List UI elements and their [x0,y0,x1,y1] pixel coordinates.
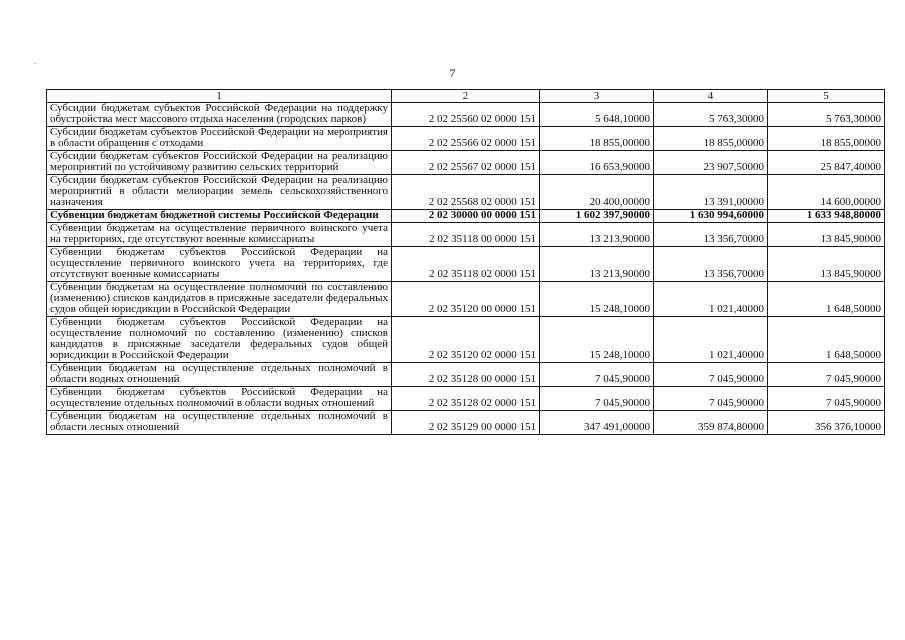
row-value-3: 347 491,00000 [540,411,654,435]
row-value-3: 1 602 397,90000 [540,210,654,223]
row-value-5: 1 633 948,80000 [768,210,885,223]
row-code: 2 02 35120 02 0000 151 [392,317,540,363]
row-value-5: 7 045,90000 [768,387,885,411]
row-value-3: 15 248,10000 [540,282,654,317]
row-code: 2 02 30000 00 0000 151 [392,210,540,223]
row-name: Субвенции бюджетам на осуществление первичного воинского учета на территориях, где отсутствуют военные комиссариаты [47,223,392,247]
row-name: Субсидии бюджетам субъектов Российской Федерации на реализацию мероприятий в области мелиорации земель сельскохозяйственного назначения [47,175,392,210]
table-row [47,282,885,317]
row-value-4: 7 045,90000 [654,363,768,387]
row-name: Субсидии бюджетам субъектов Российской Федерации на поддержку обустройства мест массового отдыха населения (городских парков) [47,103,392,127]
row-value-5: 1 648,50000 [768,317,885,363]
row-name: Субвенции бюджетам на осуществление отдельных полномочий в области лесных отношений [47,411,392,435]
row-value-4: 1 630 994,60000 [654,210,768,223]
row-value-3: 5 648,10000 [540,103,654,127]
row-code: 2 02 25560 02 0000 151 [392,103,540,127]
row-value-3: 13 213,90000 [540,247,654,282]
table-row [47,411,885,435]
stray-mark: . [34,57,36,66]
header-col-3: 3 [540,90,654,103]
row-value-5: 25 847,40000 [768,151,885,175]
table-row [47,151,885,175]
table-row [47,223,885,247]
row-value-5: 1 648,50000 [768,282,885,317]
row-value-4: 13 356,70000 [654,247,768,282]
row-value-3: 16 653,90000 [540,151,654,175]
row-code: 2 02 35128 00 0000 151 [392,363,540,387]
row-value-5: 356 376,10000 [768,411,885,435]
table-row [47,363,885,387]
row-code: 2 02 35128 02 0000 151 [392,387,540,411]
row-value-4: 1 021,40000 [654,317,768,363]
row-value-3: 7 045,90000 [540,363,654,387]
table-row [47,127,885,151]
header-col-2: 2 [392,90,540,103]
budget-table [46,89,885,435]
row-value-3: 18 855,00000 [540,127,654,151]
table-header-row [47,90,885,103]
page-number: 7 [449,66,456,80]
row-name: Субвенции бюджетам на осуществление полномочий по составлению (изменению) списков кандидатов в присяжные заседатели федеральных судов общей юрисдикции в Российской Федерации [47,282,392,317]
row-value-3: 7 045,90000 [540,387,654,411]
header-col-1: 1 [47,90,392,103]
row-value-4: 5 763,30000 [654,103,768,127]
row-code: 2 02 25567 02 0000 151 [392,151,540,175]
row-name: Субвенции бюджетам бюджетной системы Российской Федерации [47,210,392,223]
table-row-total [47,210,885,223]
row-name: Субсидии бюджетам субъектов Российской Федерации на мероприятия в области обращения с отходами [47,127,392,151]
table-row [47,247,885,282]
row-name: Субвенции бюджетам субъектов Российской Федерации на осуществление полномочий по составлению (изменению) списков кандидатов в присяжные заседатели федеральных судов общей юрисдикции в Российской Федерации [47,317,392,363]
table-row [47,317,885,363]
row-name: Субвенции бюджетам субъектов Российской Федерации на осуществление первичного воинского учета на территориях, где отсутствуют военные комиссариаты [47,247,392,282]
row-value-5: 18 855,00000 [768,127,885,151]
row-value-3: 15 248,10000 [540,317,654,363]
row-name: Субвенции бюджетам на осуществление отдельных полномочий в области водных отношений [47,363,392,387]
header-col-5: 5 [768,90,885,103]
row-value-5: 14 600,00000 [768,175,885,210]
table-row [47,387,885,411]
row-value-4: 1 021,40000 [654,282,768,317]
row-value-3: 20 400,00000 [540,175,654,210]
table-row [47,103,885,127]
row-value-4: 359 874,80000 [654,411,768,435]
row-value-5: 13 845,90000 [768,223,885,247]
row-value-4: 23 907,50000 [654,151,768,175]
row-code: 2 02 35120 00 0000 151 [392,282,540,317]
row-code: 2 02 35129 00 0000 151 [392,411,540,435]
row-code: 2 02 25566 02 0000 151 [392,127,540,151]
table-row [47,175,885,210]
row-code: 2 02 25568 02 0000 151 [392,175,540,210]
row-name: Субсидии бюджетам субъектов Российской Федерации на реализацию мероприятий по устойчивому развитию сельских территорий [47,151,392,175]
row-value-4: 7 045,90000 [654,387,768,411]
row-value-4: 18 855,00000 [654,127,768,151]
header-col-4: 4 [654,90,768,103]
row-name: Субвенции бюджетам субъектов Российской Федерации на осуществление отдельных полномочий в области водных отношений [47,387,392,411]
row-value-5: 5 763,30000 [768,103,885,127]
row-value-3: 13 213,90000 [540,223,654,247]
row-value-4: 13 356,70000 [654,223,768,247]
row-value-4: 13 391,00000 [654,175,768,210]
row-code: 2 02 35118 00 0000 151 [392,223,540,247]
row-code: 2 02 35118 02 0000 151 [392,247,540,282]
row-value-5: 13 845,90000 [768,247,885,282]
row-value-5: 7 045,90000 [768,363,885,387]
